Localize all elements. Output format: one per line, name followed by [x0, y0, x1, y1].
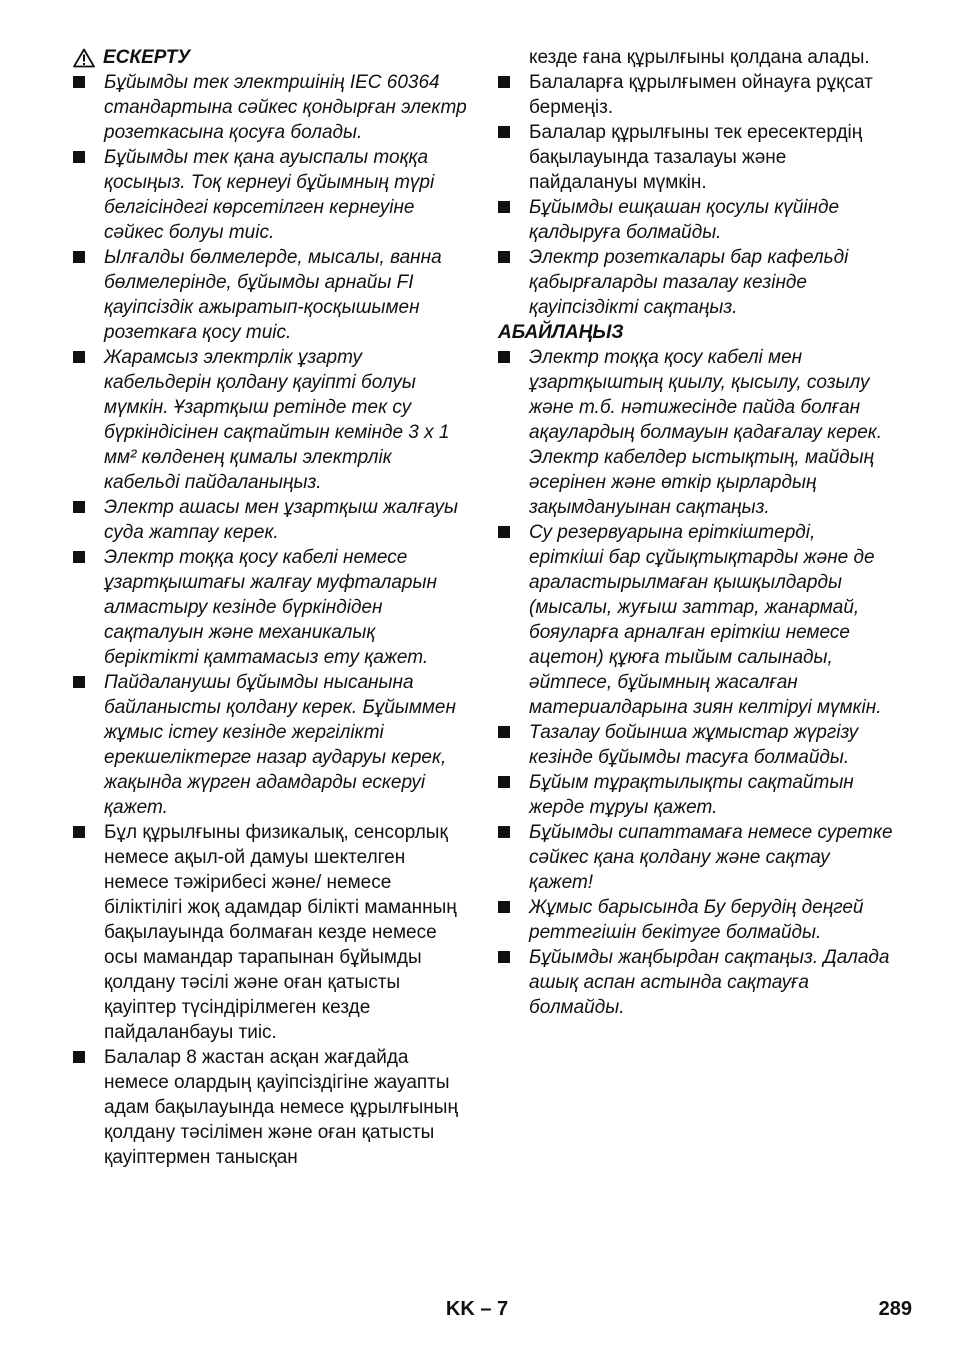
list-item-text: Жарамсыз электрлік ұзарту кабельдерін қолдану қауіпті болуы мүмкін. Ұзартқыш ретінде тек су бүркіндісінен сақтайтын кемінде 3 х 1 мм² көлденең қималы электрлік кабельді пайдаланыңыз.	[104, 347, 450, 493]
square-bullet-icon	[498, 76, 510, 88]
list-item	[498, 120, 893, 195]
left-column	[73, 45, 468, 1170]
list-item-text: Электр тоққа қосу кабелі немесе ұзартқыштағы жалғау муфталарын алмастыру кезінде бүркіндіден сақталуын және механикалық беріктікті қамтамасыз ету қажет.	[104, 547, 437, 668]
list-item-text: Электр ашасы мен ұзартқыш жалғауы суда жатпау керек.	[104, 497, 458, 543]
list-item-text: Пайдаланушы бұйымды нысанына байланысты қолдану керек. Бұйыммен жұмыс істеу кезінде жергілікті ерекшеліктерге назар аударуы керек, жақында жүрген адамдарды ескеруі қажет.	[104, 672, 456, 818]
list-item-text: Су резервуарына еріткіштерді, еріткіші бар сұйықтықтарды және де араластырылмаған қышқылдарды (мысалы, жуғыш заттар, жанармай, бояуларға арналған еріткіш немесе ацетон) құюға тыйым салынады, әйтпесе, бұйымның жасалған материалдарына зиян келтіруі мүмкін.	[529, 522, 882, 718]
square-bullet-icon	[73, 76, 85, 88]
list-item-text: Бұйымды сипаттамаға немесе суретке сәйкес қана қолдану және сақтау қажет!	[529, 822, 893, 893]
square-bullet-icon	[498, 901, 510, 913]
list-item	[498, 895, 893, 945]
page-number: 289	[878, 1298, 912, 1320]
list-item-text: Бұйымды тек электршінің IEC 60364 стандартына сәйкес қондырған электр розеткасына қосуға болады.	[104, 72, 467, 143]
warning-heading-text: ЕСКЕРТУ	[103, 47, 191, 68]
attention-list	[498, 345, 893, 1020]
list-item-text: Жұмыс барысында Бу берудің деңгей реттегішін бекітуге болмайды.	[529, 897, 864, 943]
list-item	[73, 70, 468, 145]
square-bullet-icon	[73, 676, 85, 688]
list-item	[73, 145, 468, 245]
list-item-text: Электр тоққа қосу кабелі мен ұзартқыштың қиылу, қысылу, созылу және т.б. нәтижесінде пайда болған ақаулардың болмауын қадағалау керек. Электр кабелдер ыстықтың, майдың әсерінен және өткір қырлардың зақымдануынан сақтаңыз.	[529, 347, 883, 518]
right-column	[498, 45, 893, 1020]
list-item-text: Бұйымды ешқашан қосулы күйінде қалдыруға болмайды.	[529, 197, 840, 243]
list-item	[498, 520, 893, 720]
square-bullet-icon	[498, 126, 510, 138]
square-bullet-icon	[498, 251, 510, 263]
list-item	[73, 545, 468, 670]
square-bullet-icon	[498, 951, 510, 963]
list-item	[73, 1045, 468, 1170]
list-item-text: Тазалау бойынша жұмыстар жүргізу кезінде бұйымды тасуға болмайды.	[529, 722, 859, 768]
list-item	[73, 245, 468, 345]
list-item	[498, 70, 893, 120]
square-bullet-icon	[73, 251, 85, 263]
list-item-text: Бұйымды тек қана ауыспалы тоққа қосыңыз. Тоқ кернеуі бұйымның түрі белгісіндегі көрсетілген кернеуіне сәйкес болуы тиіс.	[104, 147, 435, 243]
section-label: KK – 7	[445, 1298, 509, 1320]
list-item	[498, 945, 893, 1020]
list-item	[498, 770, 893, 820]
square-bullet-icon	[498, 726, 510, 738]
list-item-text: Балалар құрылғыны тек ересектердің бақылауында тазалауы және пайдалануы мүмкін.	[529, 122, 863, 193]
square-bullet-icon	[498, 526, 510, 538]
square-bullet-icon	[73, 826, 85, 838]
square-bullet-icon	[73, 501, 85, 513]
list-item-text: Балалар 8 жастан асқан жағдайда немесе олардың қауіпсіздігіне жауапты адам бақылауында немесе құрылғының қолдану тәсілімен және оған қатысты қауіптермен танысқан	[104, 1047, 458, 1168]
attention-heading: АБАЙЛАҢЫЗ	[498, 322, 624, 343]
list-item-text: Бұйым тұрақтылықты сақтайтын жерде тұруы қажет.	[529, 772, 854, 818]
list-item-text: Балаларға құрылғымен ойнауға рұқсат бермеңіз.	[529, 72, 873, 118]
square-bullet-icon	[498, 826, 510, 838]
list-item-text: Бұл құрылғыны физикалық, сенсорлық немесе ақыл-ой дамуы шектелген немесе тәжірибесі және/ немесе біліктілігі жоқ адамдар білікті маманның бақылауында болмаған кезде немесе осы мамандар тарапынан бұйымды қолдану тәсілі және оған қатысты қауіптер түсіндірілмеген кезде пайдаланбауы тиіс.	[104, 822, 457, 1043]
list-item	[498, 345, 893, 520]
warning-list	[73, 70, 468, 1170]
warning-heading	[73, 45, 468, 70]
square-bullet-icon	[498, 776, 510, 788]
list-item	[73, 495, 468, 545]
warning-triangle-icon	[73, 48, 95, 68]
square-bullet-icon	[498, 201, 510, 213]
list-item	[73, 670, 468, 820]
square-bullet-icon	[73, 1051, 85, 1063]
list-item-text: Бұйымды жаңбырдан сақтаңыз. Далада ашық аспан астында сақтауға болмайды.	[529, 947, 890, 1018]
square-bullet-icon	[73, 551, 85, 563]
safety-list	[498, 70, 893, 320]
list-item	[498, 820, 893, 895]
continued-text: кезде ғана құрылғыны қолдана алады.	[529, 47, 870, 68]
list-item	[498, 245, 893, 320]
square-bullet-icon	[73, 351, 85, 363]
list-item-text: Электр розеткалары бар кафельді қабырғаларды тазалау кезінде қауіпсіздікті сақтаңыз.	[529, 247, 849, 318]
list-item	[498, 720, 893, 770]
list-item	[73, 345, 468, 495]
list-item-text: Ылғалды бөлмелерде, мысалы, ванна бөлмелерінде, бұйымды арнайы FI қауіпсіздік ажыратып-қосқышымен розеткаға қосу тиіс.	[104, 247, 442, 343]
list-item	[73, 820, 468, 1045]
square-bullet-icon	[73, 151, 85, 163]
list-item	[498, 195, 893, 245]
square-bullet-icon	[498, 351, 510, 363]
